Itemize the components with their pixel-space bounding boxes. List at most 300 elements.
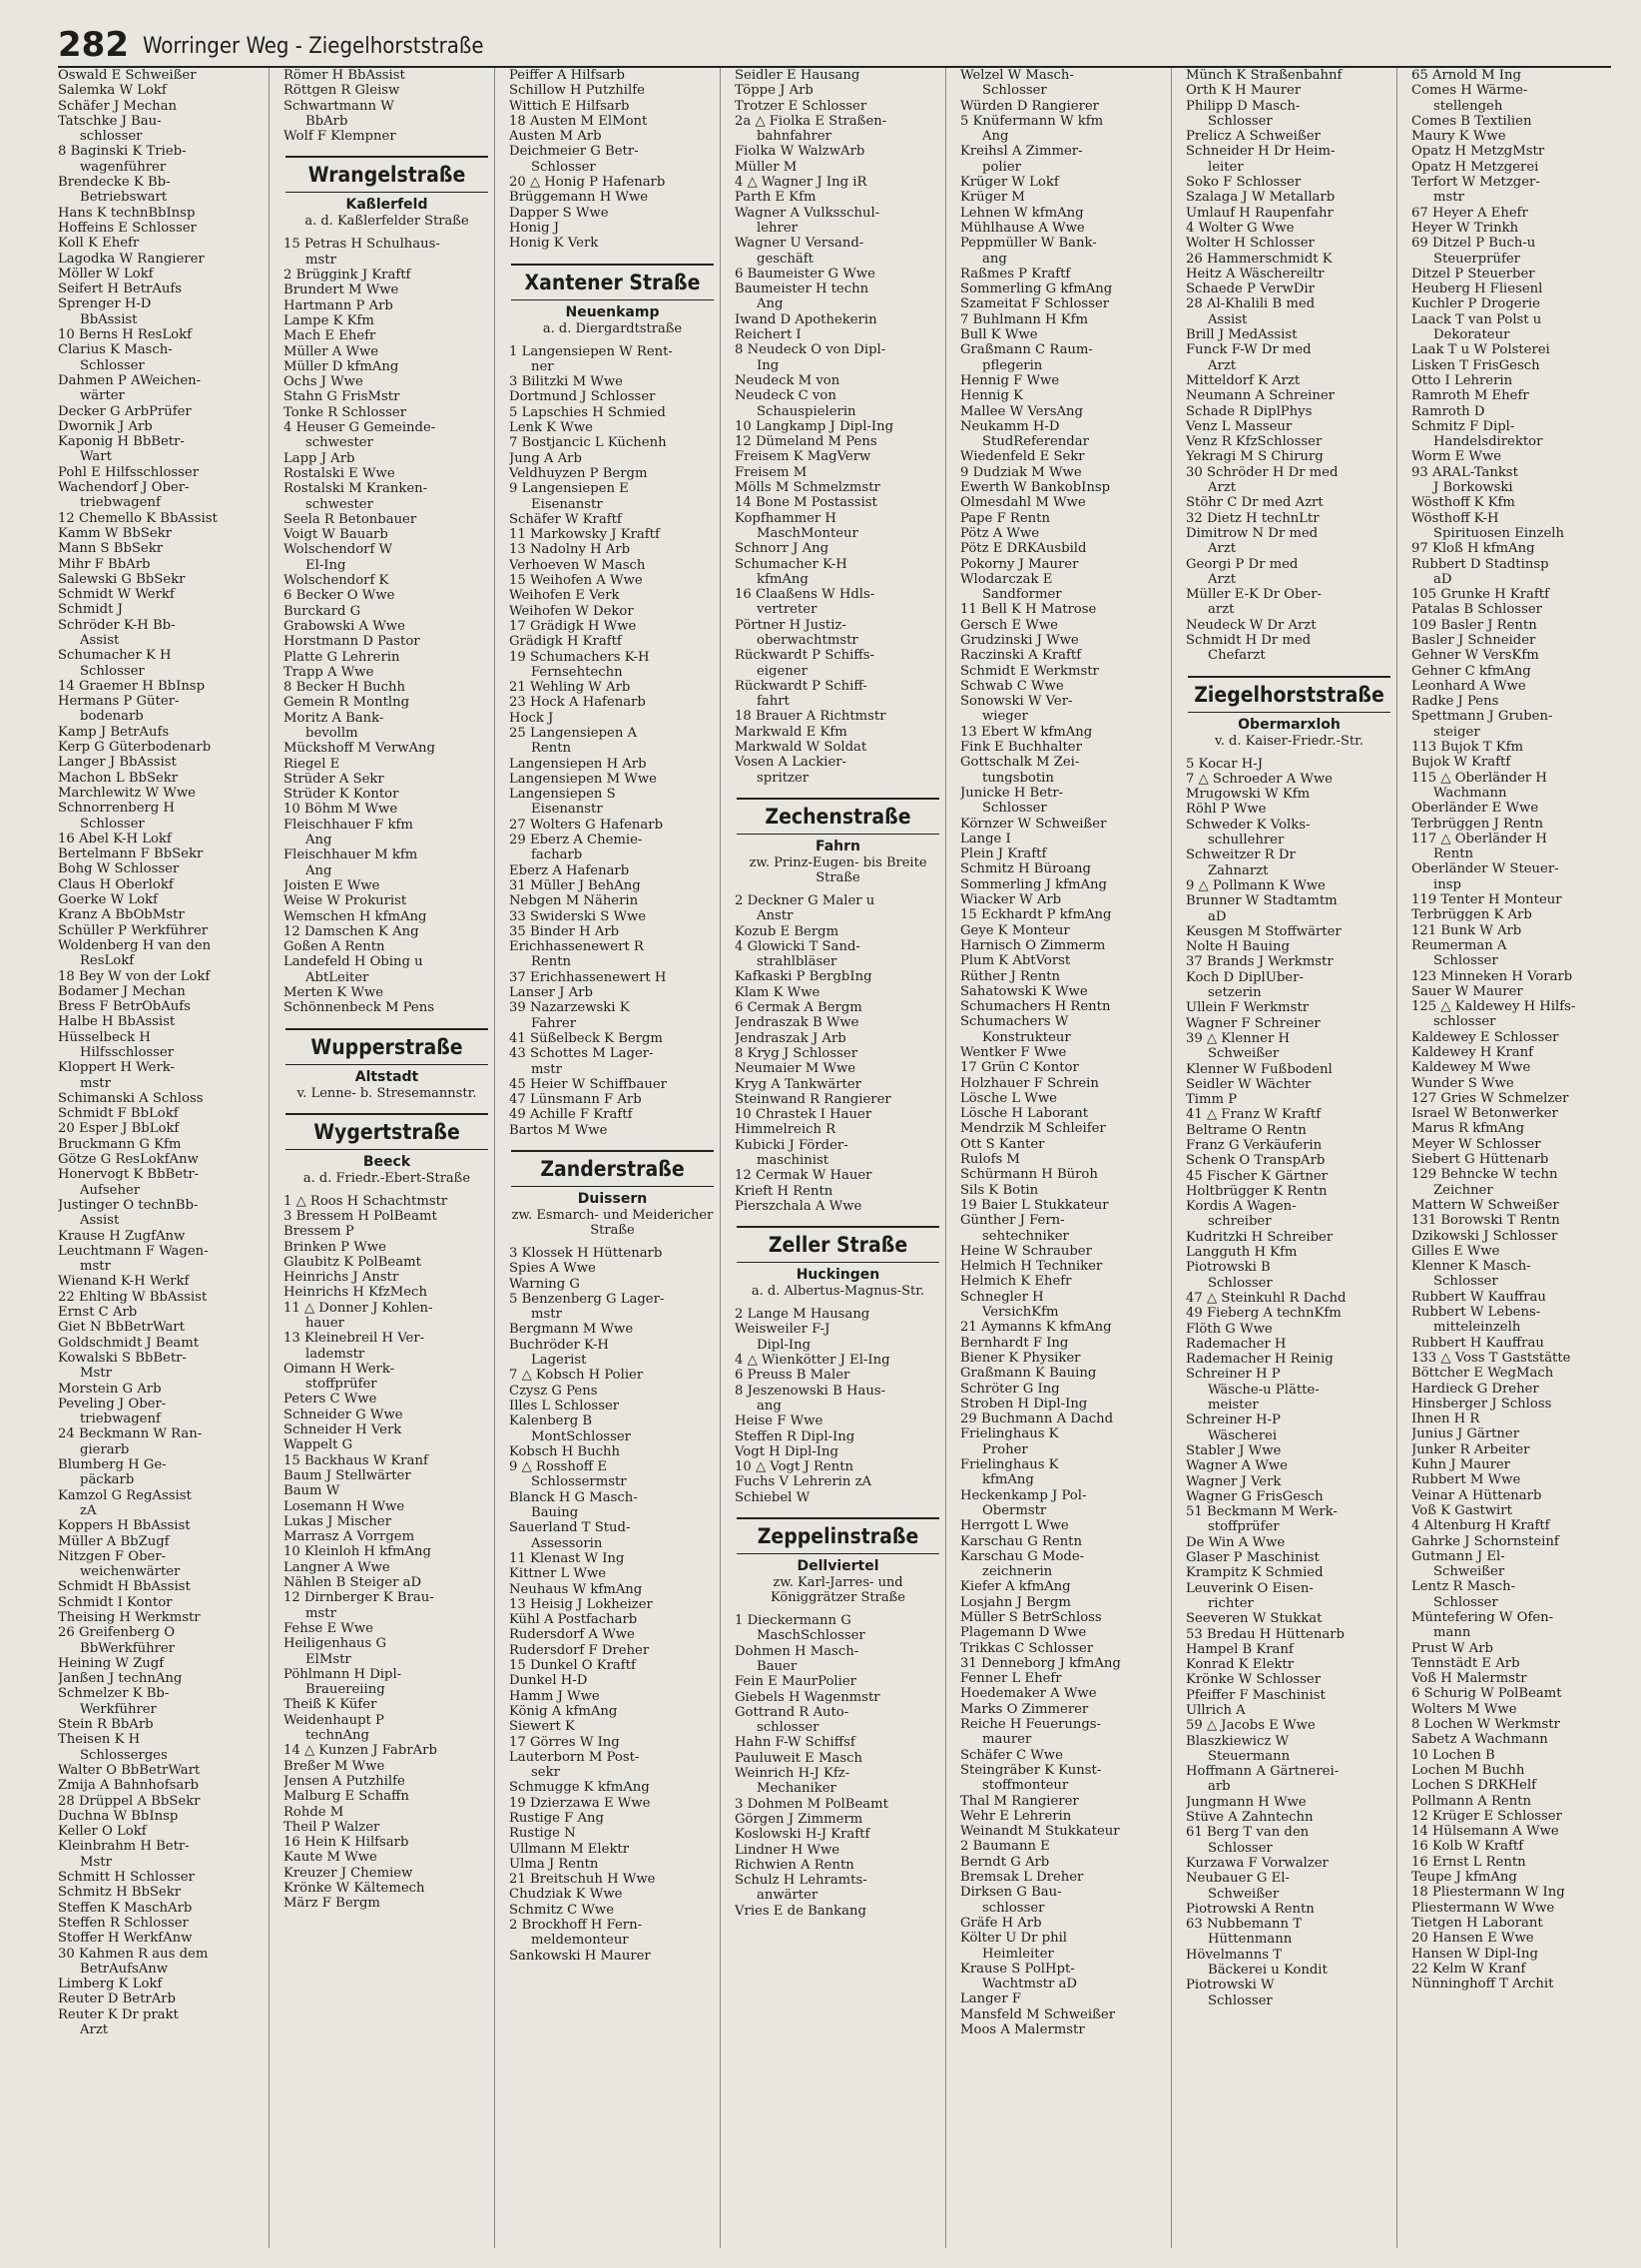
- resident-entry: arzt: [1208, 602, 1235, 618]
- resident-entry: Brendecke K Bb-: [58, 175, 171, 191]
- street-location: a. d. Albertus-Magnus-Str.: [751, 1284, 925, 1300]
- street-location: v. d. Kaiser-Friedr.-Str.: [1214, 733, 1364, 749]
- resident-entry: Kreuzer J Chemiew: [283, 1865, 413, 1881]
- resident-entry: Jung A Arb: [509, 450, 582, 466]
- resident-entry: 11 △ Donner J Kohlen-: [283, 1300, 433, 1316]
- resident-entry: 51 Beckmann M Werk-: [1186, 1504, 1338, 1520]
- resident-entry: Ullmann M Elektr: [509, 1841, 630, 1857]
- resident-entry: mstr: [80, 1075, 111, 1091]
- resident-entry: 8 Lochen W Werkmstr: [1411, 1717, 1560, 1733]
- resident-entry: Machon L BbSekr: [58, 770, 179, 786]
- resident-entry: Spettmann J Gruben-: [1411, 709, 1553, 725]
- resident-entry: Lochen M Buchh: [1411, 1762, 1525, 1778]
- resident-entry: Rostalski E Wwe: [283, 465, 395, 481]
- resident-entry: 67 Heyer A Ehefr: [1411, 205, 1528, 221]
- resident-entry: Stüve A Zahntechn: [1186, 1810, 1314, 1826]
- resident-entry: gierarb: [80, 1441, 130, 1457]
- resident-entry: schwester: [305, 435, 373, 451]
- resident-entry: 11 Markowsky J Kraftf: [509, 527, 660, 543]
- resident-entry: Pfeiffer F Maschinist: [1186, 1687, 1326, 1703]
- resident-entry: Hüttenmann: [1208, 1932, 1293, 1948]
- resident-entry: Freisem K MagVerw: [735, 449, 871, 465]
- resident-entry: Patalas B Schlosser: [1411, 602, 1542, 618]
- resident-entry: Sahatowski K Wwe: [960, 983, 1088, 999]
- resident-entry: 5 Benzenberg G Lager-: [509, 1291, 665, 1307]
- resident-entry: Schweißer: [1433, 1564, 1505, 1580]
- directory-column: [1411, 68, 1623, 2248]
- resident-entry: Krönke W Schlosser: [1186, 1672, 1322, 1688]
- resident-entry: mann: [1433, 1625, 1471, 1641]
- resident-entry: Kaponig H BbBetr-: [58, 434, 185, 450]
- resident-entry: Sabetz A Wachmann: [1411, 1732, 1548, 1748]
- resident-entry: technAng: [305, 1728, 369, 1744]
- resident-entry: Wachmann: [1433, 785, 1507, 801]
- resident-entry: bodenarb: [80, 709, 144, 725]
- resident-entry: 3 Klossek H Hüttenarb: [509, 1246, 663, 1261]
- resident-entry: Gilles E Wwe: [1411, 1243, 1500, 1259]
- resident-entry: Richwien A Rentn: [735, 1857, 854, 1873]
- resident-entry: Worm E Wwe: [1411, 449, 1502, 465]
- directory-column: [58, 68, 270, 2248]
- resident-entry: fahrt: [757, 694, 790, 710]
- resident-entry: Kurzawa F Vorwalzer: [1186, 1855, 1329, 1871]
- resident-entry: Glaser P Maschinist: [1186, 1550, 1320, 1566]
- resident-entry: Neudeck C von: [735, 388, 836, 404]
- resident-entry: 27 Wolters G Hafenarb: [509, 817, 664, 833]
- resident-entry: Gutmann J El-: [1411, 1548, 1505, 1564]
- resident-entry: 12 Cermak W Hauer: [735, 1168, 872, 1184]
- resident-entry: Pöhlmann H Dipl-: [283, 1666, 402, 1682]
- resident-entry: Schlosser: [1433, 1274, 1498, 1290]
- resident-entry: Trapp A Wwe: [283, 664, 374, 680]
- resident-entry: Grädigk H Kraftf: [509, 634, 622, 650]
- resident-entry: Lagodka W Rangierer: [58, 251, 205, 267]
- resident-entry: Rubbert D Stadtinsp: [1411, 556, 1549, 572]
- resident-entry: Wiedenfeld E Sekr: [960, 449, 1085, 465]
- resident-entry: Krönke W Kältemech: [283, 1880, 425, 1896]
- resident-entry: Jensen A Putzhilfe: [283, 1773, 405, 1789]
- resident-entry: 9 Langensiepen E: [509, 481, 629, 497]
- resident-entry: Stöhr C Dr med Azrt: [1186, 495, 1324, 511]
- resident-entry: Bull K Wwe: [960, 327, 1038, 343]
- resident-entry: Terfort W Metzger-: [1411, 175, 1540, 191]
- resident-entry: 18 Pliestermann W Ing: [1411, 1885, 1565, 1901]
- resident-entry: Röhl P Wwe: [1186, 802, 1267, 818]
- resident-entry: Kobsch H Buchh: [509, 1443, 620, 1459]
- resident-entry: Römer H BbAssist: [283, 68, 405, 83]
- resident-entry: Heiligenhaus G: [283, 1636, 387, 1652]
- resident-entry: Schmidt H BbAssist: [58, 1579, 191, 1595]
- resident-entry: Thal M Rangierer: [960, 1793, 1079, 1809]
- resident-entry: Hermans P Güter-: [58, 694, 180, 710]
- resident-entry: Szameitat F Schlosser: [960, 296, 1110, 312]
- resident-entry: sekr: [531, 1765, 560, 1781]
- resident-entry: Lauterborn M Post-: [509, 1749, 640, 1765]
- resident-entry: Soko F Schlosser: [1186, 175, 1302, 191]
- resident-entry: Umlauf H Raupenfahr: [1186, 205, 1334, 221]
- resident-entry: Baum J Stellwärter: [283, 1467, 411, 1483]
- resident-entry: Assist: [80, 1213, 120, 1229]
- resident-entry: 1 △ Roos H Schachtmstr: [283, 1193, 448, 1209]
- resident-entry: 21 Aymanns K kfmAng: [960, 1320, 1112, 1336]
- resident-entry: Marrasz A Vorrgem: [283, 1529, 415, 1545]
- resident-entry: Töppe J Arb: [735, 83, 814, 99]
- resident-entry: Opatz H Metzgerei: [1411, 159, 1539, 175]
- resident-entry: Wösthoff K-H: [1411, 510, 1499, 526]
- resident-entry: 12 Chemello K BbAssist: [58, 510, 218, 526]
- resident-entry: Heimleiter: [982, 1946, 1054, 1962]
- resident-entry: Stabler J Wwe: [1186, 1442, 1282, 1458]
- resident-entry: Dohmen H Masch-: [735, 1643, 859, 1659]
- resident-entry: Pape F Rentn: [960, 510, 1050, 526]
- resident-entry: Losemann H Wwe: [283, 1498, 405, 1514]
- resident-entry: Zeichner: [1433, 1182, 1493, 1198]
- resident-entry: Bernhardt F Ing: [960, 1335, 1069, 1351]
- resident-entry: Bremsak L Dreher: [960, 1870, 1084, 1886]
- resident-entry: 13 Nadolny H Arb: [509, 542, 631, 558]
- resident-entry: Rademacher H Reinig: [1186, 1352, 1334, 1368]
- resident-entry: 4 Altenburg H Kraftf: [1411, 1518, 1550, 1534]
- resident-entry: 12 Dümeland M Pens: [735, 434, 877, 450]
- resident-entry: ElMstr: [305, 1651, 351, 1667]
- resident-entry: Ernst C Arb: [58, 1305, 138, 1321]
- resident-entry: Böttcher E WegMach: [1411, 1366, 1554, 1382]
- resident-entry: Kranz A BbObMstr: [58, 907, 185, 923]
- resident-entry: 10 Lochen B: [1411, 1747, 1495, 1763]
- resident-entry: Heckenkamp J Pol-: [960, 1487, 1087, 1503]
- resident-entry: 15 Petras H Schulhaus-: [283, 237, 440, 253]
- resident-entry: Merten K Wwe: [283, 985, 384, 1001]
- resident-entry: Assist: [1208, 311, 1248, 327]
- resident-entry: Giet N BbBetrWart: [58, 1320, 185, 1336]
- district-name: Huckingen: [796, 1267, 880, 1284]
- resident-entry: ner: [531, 358, 554, 374]
- street-location: a. d. Kaßlerfelder Straße: [304, 214, 469, 230]
- resident-entry: 21 Breitschuh H Wwe: [509, 1872, 656, 1888]
- resident-entry: Peveling J Ober-: [58, 1396, 167, 1412]
- resident-entry: Limberg K Lokf: [58, 1977, 163, 1992]
- resident-entry: Schönnenbeck M Pens: [283, 1000, 434, 1016]
- resident-entry: Bauing: [531, 1505, 579, 1521]
- resident-entry: MaschMonteur: [757, 525, 858, 541]
- resident-entry: Hüsselbeck H: [58, 1029, 151, 1045]
- resident-entry: 18 Austen M ElMont: [509, 113, 648, 129]
- resident-entry: Neukamm H-D: [960, 418, 1060, 434]
- directory-column: [509, 68, 721, 2248]
- resident-entry: Peters C Wwe: [283, 1392, 377, 1408]
- resident-entry: Schäfer C Wwe: [960, 1747, 1063, 1763]
- resident-entry: Wagner A Vulksschul-: [735, 205, 880, 221]
- resident-entry: Schulz H Lehramts-: [735, 1873, 867, 1889]
- resident-entry: stoffprüfer: [305, 1377, 377, 1393]
- resident-entry: Biener K Physiker: [960, 1350, 1081, 1366]
- resident-entry: Krüger W Lokf: [960, 175, 1059, 191]
- resident-entry: Vosen A Lackier-: [735, 755, 847, 771]
- resident-entry: Schmitz F Dipl-: [1411, 418, 1515, 434]
- resident-entry: 59 △ Jacobs E Wwe: [1186, 1718, 1316, 1734]
- running-title: Worringer Weg - Ziegelhorststraße: [142, 34, 484, 59]
- resident-entry: Janßen J technAng: [58, 1671, 183, 1687]
- directory-column: [735, 68, 946, 2248]
- resident-entry: Schmidt F BbLokf: [58, 1106, 179, 1122]
- resident-entry: Mansfeld M Schweißer: [960, 2006, 1115, 2022]
- resident-entry: 16 Abel K-H Lokf: [58, 831, 172, 847]
- resident-entry: Eberz A Hafenarb: [509, 862, 630, 878]
- resident-entry: Meyer W Schlosser: [1411, 1136, 1541, 1152]
- resident-entry: strahlbläser: [757, 954, 837, 970]
- resident-entry: Karschau G Rentn: [960, 1533, 1082, 1549]
- resident-entry: 16 Kolb W Kraftf: [1411, 1839, 1524, 1855]
- resident-entry: leiter: [1208, 159, 1244, 175]
- resident-entry: Schlosser: [1433, 1594, 1498, 1610]
- resident-entry: Lehnen W kfmAng: [960, 205, 1084, 221]
- resident-entry: Kafkaski P BergbIng: [735, 969, 872, 985]
- resident-entry: 17 Görres W Ing: [509, 1734, 620, 1750]
- resident-entry: 14 Bone M Postassist: [735, 495, 877, 511]
- resident-entry: Pokorny J Maurer: [960, 556, 1079, 572]
- resident-entry: Koslowski H-J Kraftf: [735, 1827, 870, 1843]
- resident-entry: Kloppert H Werk-: [58, 1060, 175, 1076]
- resident-entry: Graßmann K Bauing: [960, 1366, 1097, 1382]
- resident-entry: Rostalski M Kranken-: [283, 481, 428, 497]
- resident-entry: mstr: [531, 1307, 562, 1323]
- resident-entry: Kaldewey M Wwe: [1411, 1060, 1531, 1076]
- resident-entry: Claus H Oberlokf: [58, 876, 174, 892]
- resident-entry: Ullrich A: [1186, 1702, 1246, 1718]
- resident-entry: Sonowski W Ver-: [960, 694, 1073, 710]
- resident-entry: 23 Hock A Hafenarb: [509, 695, 646, 711]
- resident-entry: Krause S PolHpt-: [960, 1961, 1075, 1977]
- resident-entry: Konrad K Elektr: [1186, 1657, 1295, 1673]
- resident-entry: Kaldewey E Schlosser: [1411, 1029, 1559, 1045]
- resident-entry: Duchna W BbInsp: [58, 1808, 179, 1824]
- resident-entry: Langensiepen M Wwe: [509, 771, 657, 787]
- resident-entry: Rückwardt P Schiff-: [735, 678, 867, 694]
- resident-entry: 1 Dieckermann G: [735, 1613, 851, 1629]
- resident-entry: Müller A Wwe: [283, 343, 379, 359]
- resident-entry: Wemschen H kfmAng: [283, 908, 427, 924]
- resident-entry: 19 Schumachers K-H: [509, 649, 650, 665]
- resident-entry: Schreiner H-P: [1186, 1413, 1281, 1428]
- resident-entry: Riegel E: [283, 756, 340, 772]
- resident-entry: Gemein R Montlng: [283, 695, 410, 711]
- resident-entry: 7 Bostjancic L Küchenh: [509, 435, 667, 451]
- resident-entry: Fein E MaurPolier: [735, 1674, 856, 1690]
- resident-entry: Leuchtmann F Wagen-: [58, 1243, 209, 1259]
- resident-entry: Wagner G FrisGesch: [1186, 1488, 1324, 1504]
- resident-entry: Kopfhammer H: [735, 510, 836, 526]
- resident-entry: Lochen S DRKHelf: [1411, 1778, 1537, 1794]
- resident-entry: 10 Langkamp J Dipl-Ing: [735, 418, 894, 434]
- resident-entry: Pörtner H Justiz-: [735, 617, 846, 633]
- resident-entry: Fink E Buchhalter: [960, 740, 1082, 756]
- resident-entry: stellengeh: [1433, 98, 1503, 114]
- resident-entry: 16 Claaßens W Hdls-: [735, 587, 875, 603]
- resident-entry: Hennig K: [960, 388, 1023, 404]
- resident-entry: Sandformer: [982, 587, 1062, 603]
- resident-entry: Dzikowski J Schlosser: [1411, 1228, 1558, 1244]
- resident-entry: Schlosserges: [80, 1747, 168, 1763]
- resident-entry: Schnorr J Ang: [735, 541, 829, 557]
- resident-entry: Hardieck G Dreher: [1411, 1381, 1539, 1397]
- resident-entry: Vogt H Dipl-Ing: [735, 1443, 838, 1459]
- resident-entry: Prust W Arb: [1411, 1640, 1493, 1656]
- resident-entry: Brill J MedAssist: [1186, 327, 1298, 343]
- resident-entry: Wäsche-u Plätte-: [1208, 1382, 1320, 1398]
- resident-entry: Plum K AbtVorst: [960, 953, 1071, 969]
- directory-column: [960, 68, 1172, 2248]
- resident-entry: Lindner H Wwe: [735, 1842, 840, 1858]
- resident-entry: Lagerist: [531, 1353, 587, 1369]
- resident-entry: 31 Denneborg J kfmAng: [960, 1655, 1121, 1671]
- resident-entry: Steuerprüfer: [1433, 251, 1520, 267]
- resident-entry: 129 Behncke W techn: [1411, 1167, 1558, 1183]
- resident-entry: Krause H ZugfAnw: [58, 1228, 186, 1244]
- resident-entry: hauer: [305, 1316, 344, 1331]
- resident-entry: Bertelmann F BbSekr: [58, 847, 204, 862]
- resident-entry: Decker G ArbPrüfer: [58, 403, 192, 419]
- resident-entry: Wentker F Wwe: [960, 1045, 1067, 1060]
- resident-entry: Schlosser: [80, 357, 145, 373]
- resident-entry: Schreiner H P: [1186, 1367, 1281, 1383]
- resident-entry: Schumachers W: [960, 1014, 1069, 1030]
- resident-entry: 10 Kleinloh H kfmAng: [283, 1544, 431, 1560]
- resident-entry: 125 △ Kaldewey H Hilfs-: [1411, 999, 1576, 1015]
- resident-entry: Vries E de Bankang: [735, 1903, 866, 1919]
- resident-entry: Kozub E Bergm: [735, 923, 839, 939]
- resident-entry: 28 Al-Khalili B med: [1186, 296, 1316, 312]
- street-heading: Zeller Straße: [737, 1226, 939, 1263]
- resident-entry: Schlosser: [531, 159, 596, 175]
- resident-entry: Weinandt M Stukkateur: [960, 1824, 1120, 1840]
- resident-entry: Oswald E Schweißer: [58, 68, 197, 83]
- resident-entry: BbWerkführer: [80, 1640, 175, 1656]
- resident-entry: 7 Buhlmann H Kfm: [960, 311, 1088, 327]
- resident-entry: 20 Esper J BbLokf: [58, 1121, 180, 1137]
- resident-entry: Brunner W Stadtamtm: [1186, 893, 1338, 909]
- resident-entry: Oberländer E Wwe: [1411, 801, 1539, 817]
- resident-entry: Berndt G Arb: [960, 1854, 1050, 1870]
- resident-entry: Wart: [80, 449, 112, 465]
- resident-entry: Schillow H Putzhilfe: [509, 83, 645, 99]
- resident-entry: Buchröder K-H: [509, 1337, 609, 1353]
- resident-entry: 4 △ Wienkötter J El-Ing: [735, 1353, 890, 1369]
- directory-column: [283, 68, 495, 2248]
- resident-entry: spritzer: [757, 770, 810, 786]
- resident-entry: Schlosser: [982, 83, 1047, 99]
- resident-entry: Rubbert H Kauffrau: [1411, 1335, 1544, 1351]
- resident-entry: Opatz H MetzgMstr: [1411, 144, 1545, 160]
- resident-entry: Dipl-Ing: [757, 1337, 812, 1353]
- resident-entry: Wachendorf J Ober-: [58, 480, 190, 496]
- resident-entry: Neumaier M Wwe: [735, 1061, 856, 1077]
- resident-entry: Hahn F-W Schiffsf: [735, 1735, 855, 1751]
- resident-entry: Sommerling J kfmAng: [960, 876, 1107, 892]
- resident-entry: Schlosser: [80, 816, 145, 832]
- resident-entry: richter: [1208, 1595, 1254, 1611]
- resident-entry: Kowalski S BbBetr-: [58, 1350, 187, 1366]
- resident-entry: Reumerman A: [1411, 937, 1507, 953]
- resident-entry: 4 △ Wagner J Ing iR: [735, 175, 867, 191]
- resident-entry: 32 Dietz H technLtr: [1186, 510, 1320, 526]
- resident-entry: Schmidt J: [58, 602, 123, 618]
- resident-entry: Arzt: [1208, 480, 1237, 496]
- resident-entry: StudReferendar: [982, 434, 1089, 450]
- resident-entry: Pötz E DRKAusbild: [960, 541, 1087, 557]
- resident-entry: Glaubitz K PolBeamt: [283, 1254, 421, 1270]
- resident-entry: Dortmund J Schlosser: [509, 389, 656, 405]
- resident-entry: Hartmann P Arb: [283, 297, 393, 313]
- resident-entry: Ott S Kanter: [960, 1136, 1045, 1152]
- resident-entry: 5 Kocar H-J: [1186, 756, 1264, 772]
- resident-entry: Steingräber K Kunst-: [960, 1762, 1102, 1778]
- resident-entry: Rentn: [1433, 847, 1474, 862]
- resident-entry: Gahrke J Schornsteinf: [1411, 1533, 1559, 1549]
- resident-entry: Moritz A Bank-: [283, 710, 384, 726]
- resident-entry: Orth K H Maurer: [1186, 83, 1302, 99]
- resident-entry: 19 Dzierzawa E Wwe: [509, 1795, 651, 1811]
- resident-entry: 14 Graemer H BbInsp: [58, 678, 206, 694]
- resident-entry: Chefarzt: [1208, 648, 1266, 664]
- resident-entry: Koll K Ehefr: [58, 236, 140, 252]
- resident-entry: ang: [757, 1398, 782, 1414]
- resident-entry: 3 Dohmen M PolBeamt: [735, 1796, 888, 1812]
- resident-entry: Voß H Malermstr: [1411, 1671, 1527, 1687]
- resident-entry: Baumeister H techn: [735, 282, 869, 297]
- resident-entry: anwärter: [757, 1888, 819, 1904]
- resident-entry: Stein R BbArb: [58, 1717, 154, 1733]
- district-name: Dellviertel: [797, 1558, 879, 1575]
- resident-entry: Pierszchala A Wwe: [735, 1198, 862, 1214]
- resident-entry: Sommerling G kfmAng: [960, 282, 1113, 297]
- resident-entry: Tennstädt E Arb: [1411, 1655, 1520, 1671]
- resident-entry: Hans K technBbInsp: [58, 205, 196, 221]
- resident-entry: Schauspielerin: [757, 403, 856, 419]
- resident-entry: Jendraszak J Arb: [735, 1030, 846, 1046]
- resident-entry: Stoffer H WerkfAnw: [58, 1931, 193, 1947]
- resident-entry: Neudeck M von: [735, 372, 840, 388]
- resident-entry: 18 Bey W von der Lokf: [58, 968, 211, 984]
- resident-entry: 7 △ Schroeder A Wwe: [1186, 771, 1333, 787]
- resident-entry: polier: [982, 159, 1021, 175]
- resident-entry: Rustige N: [509, 1826, 576, 1842]
- resident-entry: Theil P Walzer: [283, 1819, 380, 1835]
- resident-entry: Grabowski A Wwe: [283, 618, 405, 634]
- resident-entry: oberwachtmstr: [757, 632, 858, 648]
- resident-entry: 20 Hansen E Wwe: [1411, 1931, 1534, 1947]
- resident-entry: Betriebswart: [80, 190, 168, 206]
- resident-entry: Rentn: [531, 741, 572, 757]
- resident-entry: Kudritzki H Schreiber: [1186, 1229, 1334, 1245]
- resident-entry: Marchlewitz W Wwe: [58, 785, 196, 801]
- resident-entry: Venz R KfzSchlosser: [1186, 434, 1323, 450]
- resident-entry: Pollmann A Rentn: [1411, 1793, 1531, 1809]
- resident-entry: triebwagenf: [80, 495, 161, 511]
- resident-entry: Langguth H Kfm: [1186, 1245, 1298, 1261]
- directory-column: [1186, 68, 1397, 2248]
- resident-entry: Brinken P Wwe: [283, 1239, 386, 1255]
- resident-entry: BbArb: [305, 113, 348, 129]
- resident-entry: Fahrer: [531, 1015, 577, 1031]
- resident-entry: Brauereiing: [305, 1682, 385, 1698]
- street-location: v. Lenne- b. Stresemannstr.: [296, 1085, 477, 1101]
- resident-entry: Schneider H Dr Heim-: [1186, 144, 1336, 160]
- resident-entry: 13 Ebert W kfmAng: [960, 724, 1093, 740]
- resident-entry: Schneider H Verk: [283, 1422, 402, 1438]
- resident-entry: Müller M: [735, 159, 798, 175]
- resident-entry: Fuchs V Lehrerin zA: [735, 1474, 872, 1490]
- resident-entry: Graßmann C Raum-: [960, 342, 1093, 358]
